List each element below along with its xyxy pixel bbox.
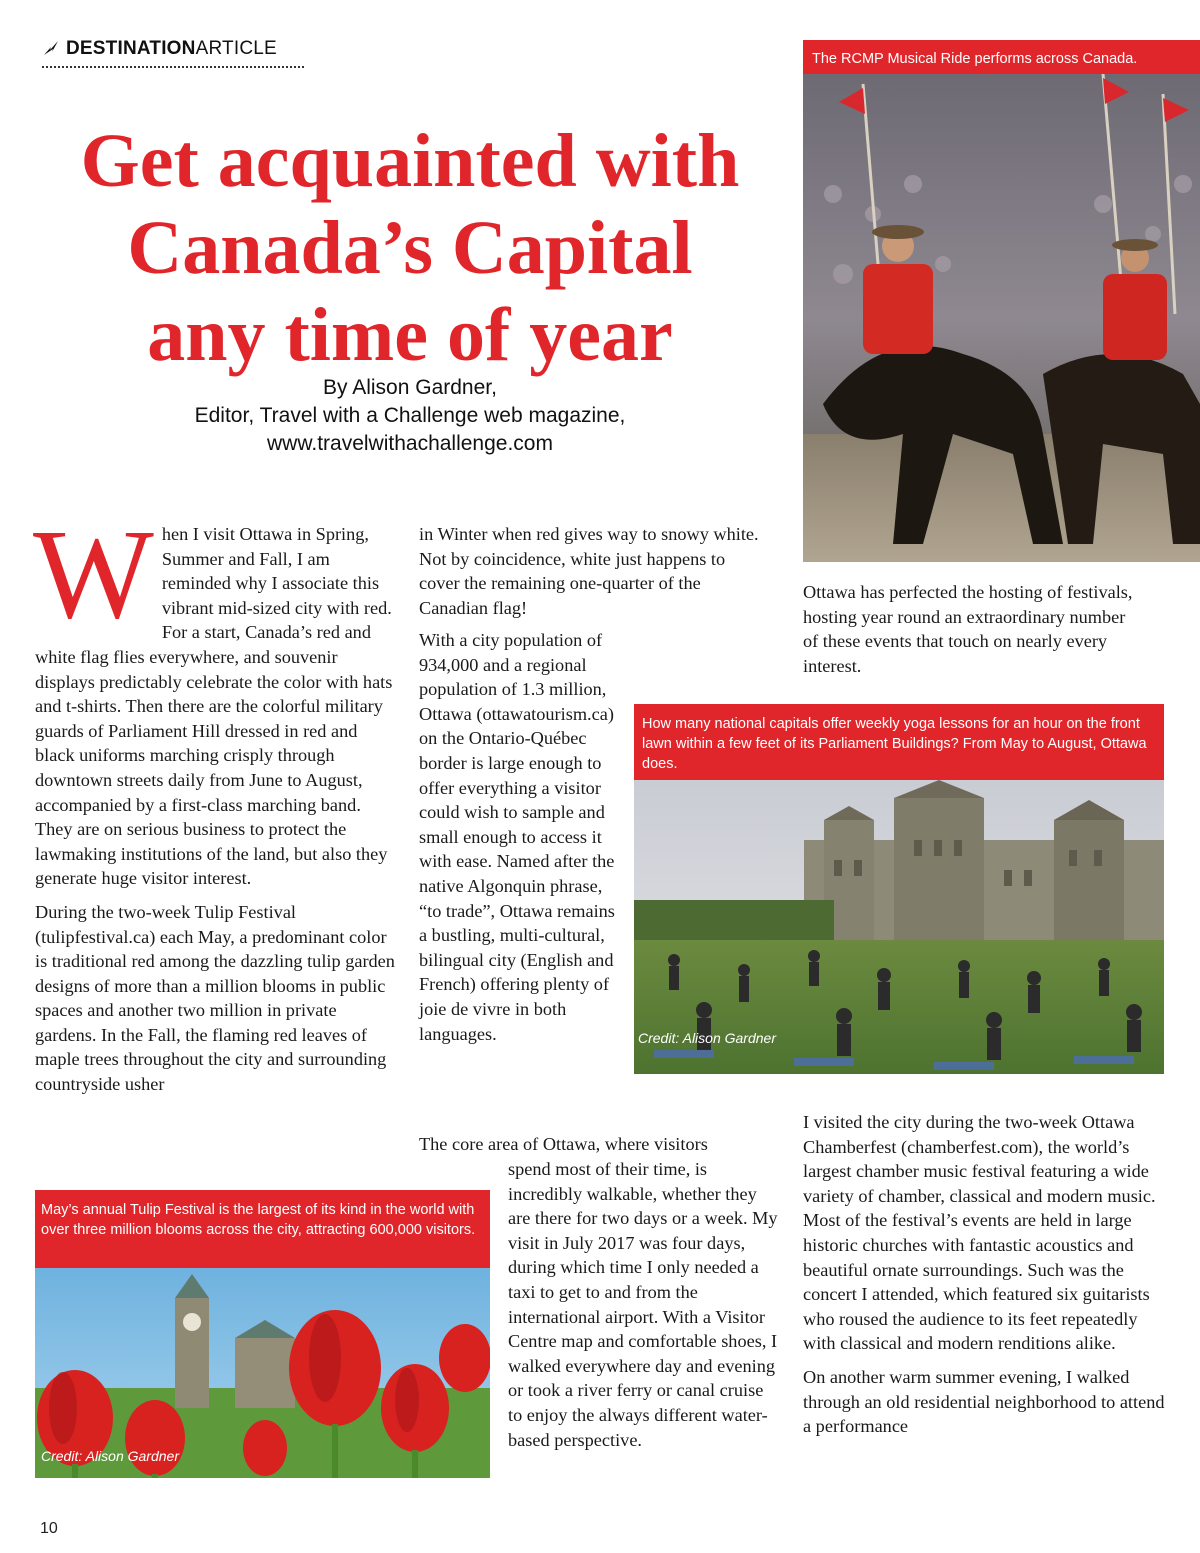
paragraph: Ottawa has perfected the hosting of festivals, hosting year round an extraordinary number of these events that touch on nearly every interest. <box>803 582 1133 676</box>
article-column-3-bottom <box>803 1110 1173 1448</box>
rcmp-figure <box>803 40 1200 562</box>
rcmp-image <box>803 74 1200 562</box>
drop-cap: W <box>33 503 154 645</box>
section-divider <box>42 66 304 68</box>
byline-author: By Alison Gardner, <box>323 376 497 399</box>
section-tag-bold: DESTINATION <box>66 38 196 59</box>
yoga-photo <box>634 780 1164 1074</box>
paragraph: On another warm summer evening, I walked through an old residential neighborhood to attend a performance <box>803 1366 1165 1437</box>
byline-role: Editor, Travel with a Challenge web magazine, <box>194 404 626 427</box>
page-number: 10 <box>40 1520 58 1537</box>
paragraph <box>33 503 397 891</box>
paragraph: During the two-week Tulip Festival (tulipfestival.ca) each May, a predominant color is traditional red among the dazzling tulip garden designs of more than a million blooms in public spaces and another two million in private gardens. In the Fall, the flaming red leaves of maple trees throughout the city and surrounding countryside usher <box>35 901 395 1095</box>
paragraph: I visited the city during the two-week Ottawa Chamberfest (chamberfest.com), the world’s largest chamber music festival featuring a wide variety of chamber, classical and modern music. Most of the festival’s events are held in large historic churches with fantastic acoustics and beautiful ornate surroundings. Such was the concert I attended, which featured six guitarists who roused the audience to its feet repeatedly with classical and modern renditions alike. <box>803 1112 1156 1354</box>
paragraph-text: hen I visit Ottawa in Spring, Summer and Fall, I am reminded why I associate this vibrant mid-sized city with red. For a start, Canada’s red and white flag flies everywhere, and souvenir displays predictably celebrate the color with hats and t-shirts. Then there are the colorful military guards of Parliament Hill dressed in red and black uniforms marching crisply through downtown streets daily from June to August, accompanied by a first-class marching band. They are on serious business to protect the lawmaking institutions of the land, but also they generate huge visitor interest. <box>35 524 393 889</box>
rcmp-photo <box>803 74 1200 562</box>
article-column-1 <box>33 503 397 1106</box>
tulip-photo <box>35 1268 490 1478</box>
headline-line: Canada’s Capital <box>127 206 693 290</box>
yoga-figure <box>634 704 1164 1074</box>
headline <box>30 118 790 379</box>
paragraph-lead: The core area of Ottawa, where visitors <box>419 1134 708 1154</box>
section-tag <box>42 38 277 60</box>
tulip-caption: May’s annual Tulip Festival is the largest of its kind in the world with over three million blooms across the city, attracting 600,000 visitors. <box>35 1190 490 1268</box>
byline-website: www.travelwithachallenge.com <box>267 432 553 455</box>
paragraph: spend most of their time, is incredibly walkable, whether they are there for two days or a week. My visit in July 2017 was four days, during which time I only needed a taxi to get to and from the international airport. With a Visitor Centre map and comfortable shoes, I walked everywhere day and evening or took a river ferry or canal cruise to enjoy the always different water-based perspective. <box>508 1159 778 1450</box>
tulip-image <box>35 1268 490 1478</box>
yoga-caption: How many national capitals offer weekly yoga lessons for an hour on the front lawn within a few feet of its Parliament Buildings? From May to August, Ottawa does. <box>634 704 1164 780</box>
article-column-2-narrow <box>419 628 624 1055</box>
headline-line: any time of year <box>147 293 673 377</box>
paragraph: With a city population of 934,000 and a regional population of 1.3 million, Ottawa (ottawatourism.ca) on the Ontario-Québec border is large enough to offer everything a visitor could wish to sample and small enough to access it with ease. Named after the native Algonquin phrase, “to trade”, Ottawa remains a bustling, multi-cultural, bilingual city (English and French) offering plenty of joie de vivre in both languages. <box>419 630 615 1044</box>
article-column-2 <box>419 522 764 629</box>
section-tag-regular: ARTICLE <box>195 38 277 59</box>
tulip-figure <box>35 1190 490 1478</box>
photo-credit: Credit: Alison Gardner <box>41 1448 179 1464</box>
rcmp-caption: The RCMP Musical Ride performs across Canada. <box>803 40 1200 74</box>
article-column-3-top <box>803 580 1143 687</box>
photo-credit: Credit: Alison Gardner <box>638 1030 776 1046</box>
article-column-2-rest <box>508 1157 778 1461</box>
lightning-icon <box>42 40 60 56</box>
paragraph: in Winter when red gives way to snowy white. Not by coincidence, white just happens to cover the remaining one-quarter of the Canadian flag! <box>419 524 759 618</box>
article-column-2-lead <box>419 1132 764 1157</box>
byline <box>60 374 760 458</box>
headline-line: Get acquainted with <box>80 119 740 203</box>
